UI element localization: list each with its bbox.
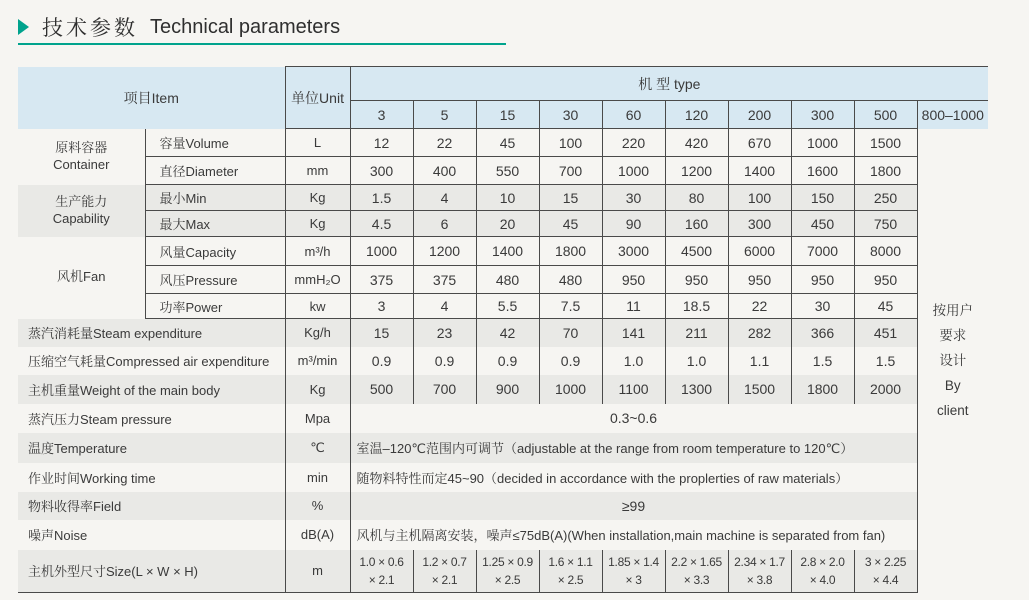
value-cell: 480 xyxy=(476,266,539,294)
value-cell: 1.0 xyxy=(665,347,728,375)
value-cell: 100 xyxy=(539,129,602,157)
title-underline xyxy=(18,43,506,45)
value-cell: 20 xyxy=(476,211,539,237)
value-cell: 4500 xyxy=(665,237,728,266)
type-column-header: 15 xyxy=(476,101,539,129)
value-cell: 42 xyxy=(476,319,539,347)
size-cell: 1.2 × 0.7 × 2.1 xyxy=(413,550,476,593)
value-cell: 282 xyxy=(728,319,791,347)
group-label-fan xyxy=(18,237,145,319)
size-cell: 3 × 2.25 × 4.4 xyxy=(854,550,917,593)
type-column-header: 500 xyxy=(854,101,917,129)
unit-cell: Mpa xyxy=(285,404,350,433)
unit-cell: m³/min xyxy=(285,347,350,375)
unit-cell: m³/h xyxy=(285,237,350,266)
type-column-header: 120 xyxy=(665,101,728,129)
group-label-capability xyxy=(18,185,145,237)
unit-cell: dB(A) xyxy=(285,520,350,550)
value-cell: 4 xyxy=(413,294,476,319)
group-label-en: Container xyxy=(53,156,110,172)
row-label: 主机外型尺寸Size(L × W × H) xyxy=(18,550,285,593)
size-cell: 2.34 × 1.7 × 3.8 xyxy=(728,550,791,593)
row-label: 风量Capacity xyxy=(145,237,285,266)
row-label: 噪声Noise xyxy=(28,528,88,543)
merged-value-cell: 0.3~0.6 xyxy=(350,404,917,433)
row-label: 最小Min xyxy=(145,185,285,211)
value-cell: 1.5 xyxy=(350,185,413,211)
row-label: 最大Max xyxy=(145,211,285,237)
unit-cell: min xyxy=(285,463,350,492)
row-label: 蒸汽压力Steam pressure xyxy=(28,411,172,427)
unit-cell: mmH₂O xyxy=(285,266,350,294)
type-column-header: 800–1000 xyxy=(917,101,988,129)
type-column-header: 200 xyxy=(728,101,791,129)
value-cell: 670 xyxy=(728,129,791,157)
value-cell: 160 xyxy=(665,211,728,237)
size-cell: 1.0 × 0.6 × 2.1 xyxy=(350,550,413,593)
value-cell: 950 xyxy=(602,266,665,294)
value-cell: 15 xyxy=(539,185,602,211)
unit-cell: Kg xyxy=(285,211,350,237)
value-cell: 700 xyxy=(539,157,602,185)
value-cell: 6000 xyxy=(728,237,791,266)
size-cell: 1.6 × 1.1 × 2.5 xyxy=(539,550,602,593)
value-cell: 950 xyxy=(854,266,917,294)
value-cell: 30 xyxy=(602,185,665,211)
value-cell: 1600 xyxy=(791,157,854,185)
value-cell: 1200 xyxy=(665,157,728,185)
value-cell: 300 xyxy=(728,211,791,237)
value-cell: 450 xyxy=(791,211,854,237)
value-cell: 1.0 xyxy=(602,347,665,375)
type-column-header: 30 xyxy=(539,101,602,129)
value-cell: 900 xyxy=(476,375,539,404)
unit-header: 单位Unit xyxy=(285,67,350,129)
value-cell: 150 xyxy=(791,185,854,211)
value-cell: 550 xyxy=(476,157,539,185)
unit-cell: L xyxy=(285,129,350,157)
value-cell: 45 xyxy=(854,294,917,319)
value-cell: 1.5 xyxy=(791,347,854,375)
value-cell: 1400 xyxy=(728,157,791,185)
value-cell: 2000 xyxy=(854,375,917,404)
row-label: 直径Diameter xyxy=(145,157,285,185)
value-cell: 1400 xyxy=(476,237,539,266)
group-label-zh: 风机Fan xyxy=(57,269,106,285)
row-label: 物料收得率Field xyxy=(18,492,285,520)
value-cell: 0.9 xyxy=(539,347,602,375)
value-cell: 950 xyxy=(791,266,854,294)
value-cell: 250 xyxy=(854,185,917,211)
value-cell: 1000 xyxy=(602,157,665,185)
value-cell: 480 xyxy=(539,266,602,294)
row-label: 风压Pressure xyxy=(145,266,285,294)
type-column-header: 60 xyxy=(602,101,665,129)
unit-cell: Kg/h xyxy=(285,319,350,347)
value-cell: 11 xyxy=(602,294,665,319)
value-cell: 4 xyxy=(413,185,476,211)
value-cell: 12 xyxy=(350,129,413,157)
unit-cell: m xyxy=(285,550,350,593)
row-label: 容量Volume xyxy=(145,129,285,157)
item-header: 项目Item xyxy=(18,67,285,129)
merged-value-cell: ≥99 xyxy=(350,492,917,520)
value-cell: 500 xyxy=(350,375,413,404)
row-label: 温度Temperature xyxy=(18,433,285,463)
value-cell: 1300 xyxy=(665,375,728,404)
value-cell: 211 xyxy=(665,319,728,347)
value-cell: 80 xyxy=(665,185,728,211)
row-label: 功率Power xyxy=(145,294,285,319)
value-cell: 750 xyxy=(854,211,917,237)
value-cell: 8000 xyxy=(854,237,917,266)
value-cell: 1000 xyxy=(350,237,413,266)
value-cell: 300 xyxy=(350,157,413,185)
value-cell: 1000 xyxy=(791,129,854,157)
value-cell: 1.1 xyxy=(728,347,791,375)
row-label: 主机重量Weight of the main body xyxy=(18,375,285,404)
merged-value-cell: 风机与主机隔离安装，噪声≤75dB(A)(When installation,main machine is separated from fan) xyxy=(350,520,917,550)
value-cell: 22 xyxy=(413,129,476,157)
unit-cell: ℃ xyxy=(285,433,350,463)
type-column-header: 3 xyxy=(350,101,413,129)
row-label: 作业时间Working time xyxy=(28,470,156,486)
value-cell: 1500 xyxy=(854,129,917,157)
value-cell: 420 xyxy=(665,129,728,157)
unit-cell: Kg xyxy=(285,375,350,404)
value-cell: 1100 xyxy=(602,375,665,404)
value-cell: 700 xyxy=(413,375,476,404)
value-cell: 375 xyxy=(413,266,476,294)
value-cell: 90 xyxy=(602,211,665,237)
value-cell: 3000 xyxy=(602,237,665,266)
group-label-en: Capability xyxy=(52,210,110,226)
technical-parameters-table xyxy=(18,66,988,593)
value-cell: 950 xyxy=(728,266,791,294)
type-column-header: 5 xyxy=(413,101,476,129)
merged-value-cell: 室温–120℃范围内可调节（adjustable at the range from room temperature to 120℃） xyxy=(350,433,917,463)
value-cell: 45 xyxy=(539,211,602,237)
value-cell: 4.5 xyxy=(350,211,413,237)
value-cell: 1500 xyxy=(728,375,791,404)
type-header: 机 型 type xyxy=(350,67,988,101)
value-cell: 23 xyxy=(413,319,476,347)
size-cell: 2.2 × 1.65 × 3.3 xyxy=(665,550,728,593)
value-cell: 0.9 xyxy=(476,347,539,375)
unit-cell: mm xyxy=(285,157,350,185)
group-label-container xyxy=(18,129,145,185)
row-label: 压缩空气耗量Compressed air expenditure xyxy=(28,354,270,369)
value-cell: 0.9 xyxy=(350,347,413,375)
value-cell: 141 xyxy=(602,319,665,347)
group-label-zh: 生产能力 xyxy=(55,193,108,209)
value-cell: 451 xyxy=(854,319,917,347)
value-cell: 220 xyxy=(602,129,665,157)
value-cell: 400 xyxy=(413,157,476,185)
type-column-header: 300 xyxy=(791,101,854,129)
merged-value-cell: 随物料特性而定45~90（decided in accordance with the proplerties of raw materials） xyxy=(350,463,917,492)
value-cell: 7.5 xyxy=(539,294,602,319)
value-cell: 1800 xyxy=(539,237,602,266)
value-cell: 366 xyxy=(791,319,854,347)
value-cell: 1800 xyxy=(854,157,917,185)
value-cell: 22 xyxy=(728,294,791,319)
size-cell: 1.25 × 0.9 × 2.5 xyxy=(476,550,539,593)
by-client-note: 按用户 要求 设计 By client xyxy=(917,129,988,593)
value-cell: 10 xyxy=(476,185,539,211)
value-cell: 1000 xyxy=(539,375,602,404)
unit-cell: % xyxy=(285,492,350,520)
row-label: 蒸汽消耗量Steam expenditure xyxy=(18,319,285,347)
unit-cell: kw xyxy=(285,294,350,319)
value-cell: 18.5 xyxy=(665,294,728,319)
value-cell: 6 xyxy=(413,211,476,237)
value-cell: 3 xyxy=(350,294,413,319)
unit-cell: Kg xyxy=(285,185,350,211)
group-label-zh: 原料容器 xyxy=(55,139,108,155)
value-cell: 1200 xyxy=(413,237,476,266)
value-cell: 5.5 xyxy=(476,294,539,319)
value-cell: 70 xyxy=(539,319,602,347)
value-cell: 7000 xyxy=(791,237,854,266)
value-cell: 15 xyxy=(350,319,413,347)
size-cell: 2.8 × 2.0 × 4.0 xyxy=(791,550,854,593)
value-cell: 1.5 xyxy=(854,347,917,375)
value-cell: 375 xyxy=(350,266,413,294)
value-cell: 45 xyxy=(476,129,539,157)
value-cell: 1800 xyxy=(791,375,854,404)
value-cell: 30 xyxy=(791,294,854,319)
bullet-arrow-icon xyxy=(18,19,29,35)
size-cell: 1.85 × 1.4 × 3 xyxy=(602,550,665,593)
value-cell: 0.9 xyxy=(413,347,476,375)
value-cell: 100 xyxy=(728,185,791,211)
section-title-zh: 技术参数 xyxy=(42,17,138,40)
value-cell: 950 xyxy=(665,266,728,294)
section-title-en: Technical parameters xyxy=(150,15,341,38)
section-title xyxy=(18,12,340,42)
